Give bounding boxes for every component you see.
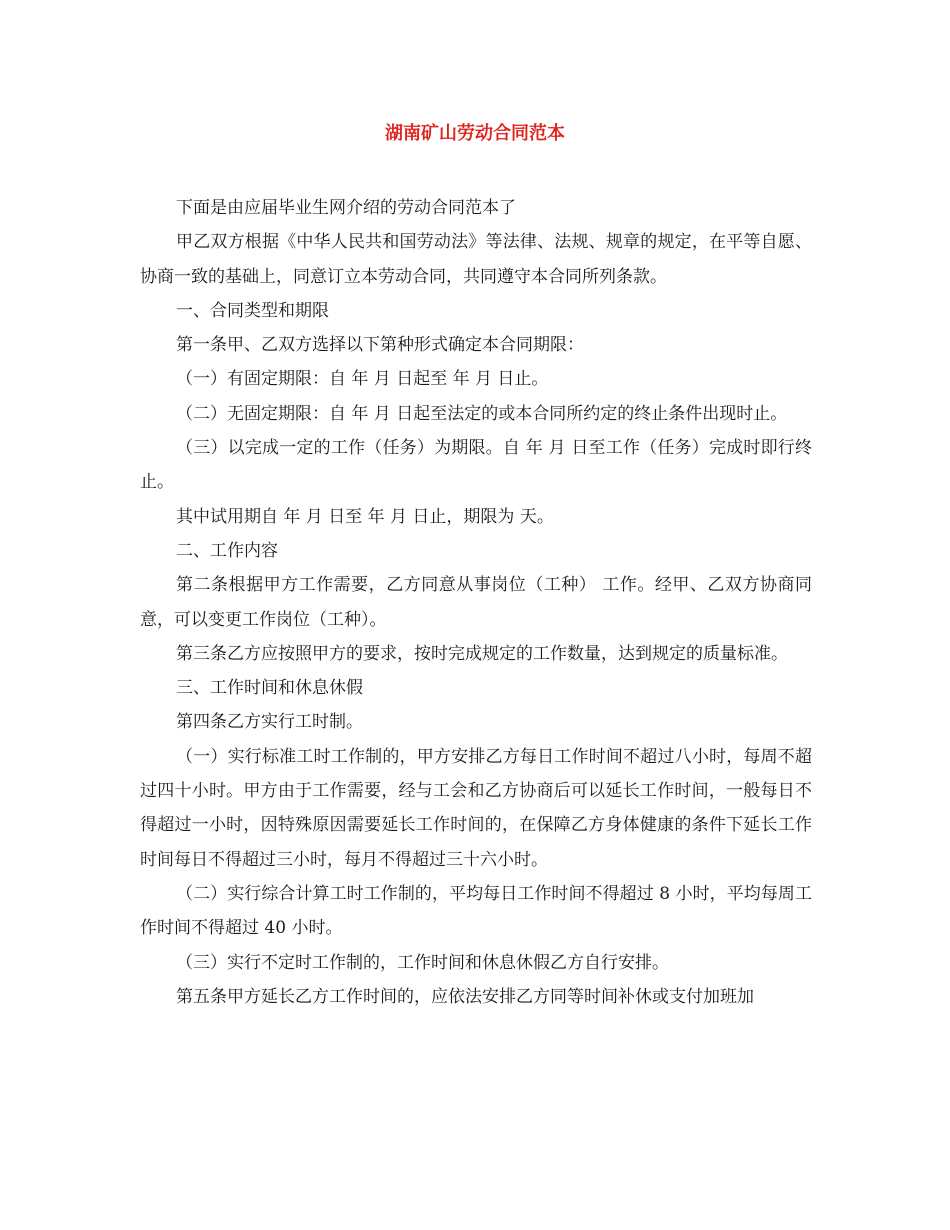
article-1-item-2: （二）无固定期限：自 年 月 日起至法定的或本合同所约定的终止条件出现时止。: [176, 403, 788, 424]
paragraph-intro: 下面是由应届毕业生网介绍的劳动合同范本了: [176, 198, 516, 218]
probation-period: 其中试用期自 年 月 日至 年 月 日止，期限为 天。: [176, 506, 554, 527]
paragraph-preamble: 甲乙双方根据《中华人民共和国劳动法》等法律、法规、规章的规定，在平等自愿、协商一致的基础上，同意订立本劳动合同，共同遵守本合同所列条款。: [140, 232, 812, 287]
article-4: 第四条乙方实行工时制。: [176, 712, 363, 733]
article-5: 第五条甲方延长乙方工作时间的，应依法安排乙方同等时间补休或支付加班加: [176, 986, 754, 1007]
section-heading-work-content: 二、工作内容: [176, 540, 278, 561]
document-title: 湖南矿山劳动合同范本: [385, 123, 565, 144]
article-1-item-1: （一）有固定期限：自 年 月 日起至 年 月 日止。: [176, 369, 549, 390]
article-4-item-3: （三）实行不定时工作制的，工作时间和休息休假乙方自行安排。: [176, 952, 669, 973]
article-3: 第三条乙方应按照甲方的要求，按时完成规定的工作数量，达到规定的质量标准。: [176, 643, 788, 664]
section-heading-working-hours: 三、工作时间和休息休假: [176, 678, 363, 699]
document-body: [140, 191, 812, 1014]
article-1: 第一条甲、乙双方选择以下第种形式确定本合同期限：: [176, 335, 584, 356]
article-1-item-3: （三）以完成一定的工作（任务）为期限。自 年 月 日至工作（任务）完成时即行终止。: [140, 438, 812, 493]
article-4-item-1: （一）实行标准工时工作制的，甲方安排乙方每日工作时间不超过八小时，每周不超过四十小时。甲方由于工作需要，经与工会和乙方协商后可以延长工作时间，一般每日不得超过一小时，因特殊原因需要延长工作时间的，在保障乙方身体健康的条件下延长工作时间每日不得超过三小时，每月不得超过三十六小时。: [140, 746, 812, 870]
article-2: 第二条根据甲方工作需要，乙方同意从事岗位（工种） 工作。经甲、乙双方协商同意，可以变更工作岗位（工种）。: [140, 575, 812, 630]
article-4-item-2: （二）实行综合计算工时工作制的，平均每日工作时间不得超过 8 小时，平均每周工作时间不得超过 40 小时。: [140, 883, 812, 939]
section-heading-contract-type: 一、合同类型和期限: [176, 300, 329, 321]
